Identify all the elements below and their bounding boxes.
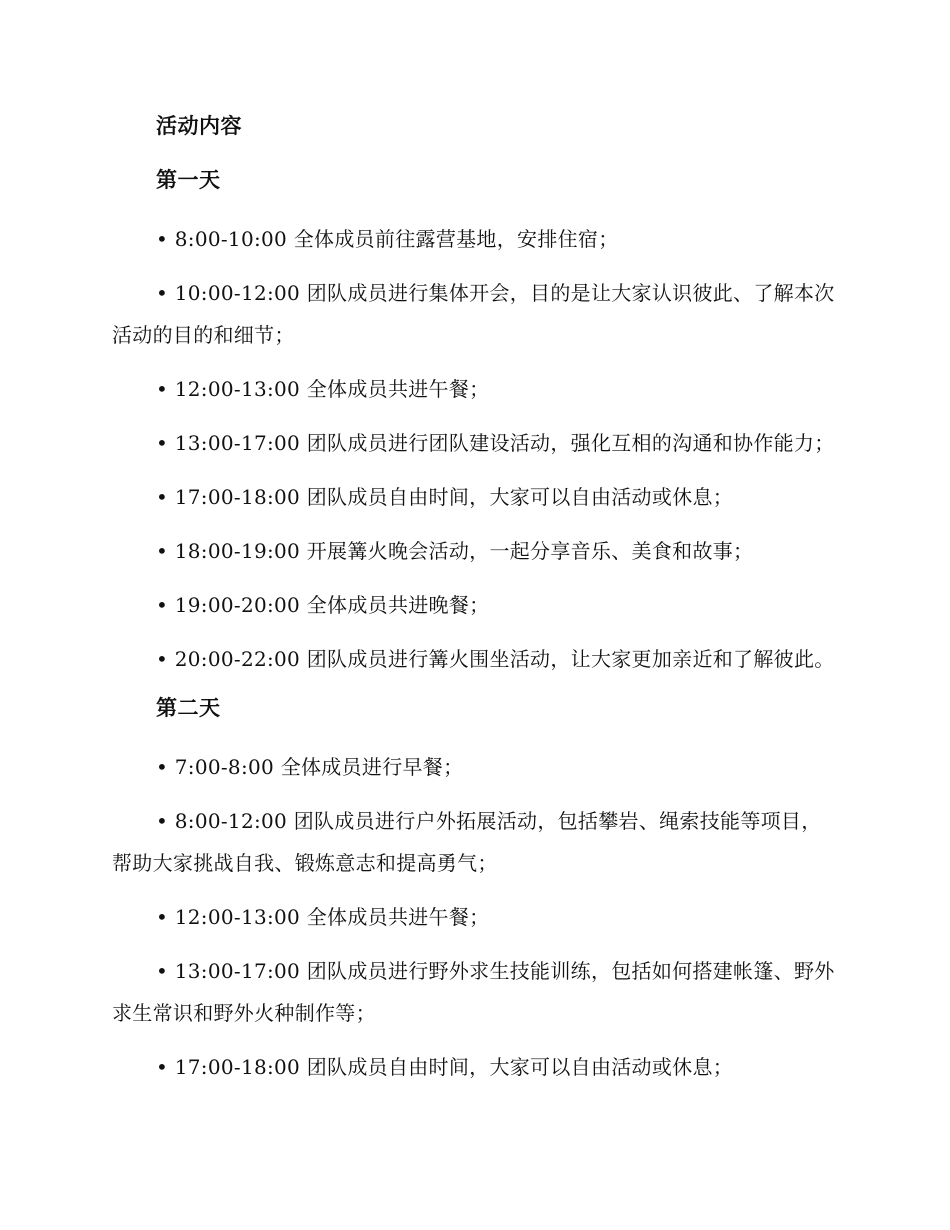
day-1-item: • 13:00-17:00 团队成员进行团队建设活动，强化互相的沟通和协作能力； — [156, 431, 835, 455]
day-1-item: • 8:00-10:00 全体成员前往露营基地，安排住宿； — [156, 227, 619, 251]
day-1-title: 第一天 — [156, 168, 221, 192]
day-1-item: • 20:00-22:00 团队成员进行篝火围坐活动，让大家更加亲近和了解彼此。 — [156, 647, 835, 671]
day-1-item: • 19:00-20:00 全体成员共进晚餐； — [156, 593, 490, 617]
day-1-item: • 10:00-12:00 团队成员进行集体开会，目的是让大家认识彼此、了解本次活动的目的和细节； — [112, 281, 835, 347]
day-2-item: • 13:00-17:00 团队成员进行野外求生技能训练，包括如何搭建帐篷、野外求生常识和野外火种制作等； — [112, 959, 835, 1025]
day-2-item: • 7:00-8:00 全体成员进行早餐； — [156, 755, 464, 779]
day-1-item: • 17:00-18:00 团队成员自由时间，大家可以自由活动或休息； — [156, 485, 734, 509]
day-1-item: • 18:00-19:00 开展篝火晚会活动，一起分享音乐、美食和故事； — [156, 539, 754, 563]
day-2-item: • 17:00-18:00 团队成员自由时间，大家可以自由活动或休息； — [156, 1055, 734, 1079]
day-2-item: • 8:00-12:00 团队成员进行户外拓展活动，包括攀岩、绳索技能等项目，帮助大家挑战自我、锻炼意志和提高勇气； — [112, 809, 822, 875]
day-2-item: • 12:00-13:00 全体成员共进午餐； — [156, 905, 490, 929]
day-1-item: • 12:00-13:00 全体成员共进午餐； — [156, 377, 490, 401]
document-page — [112, 110, 840, 1100]
section-title: 活动内容 — [156, 114, 242, 138]
day-2-title: 第二天 — [156, 696, 221, 720]
